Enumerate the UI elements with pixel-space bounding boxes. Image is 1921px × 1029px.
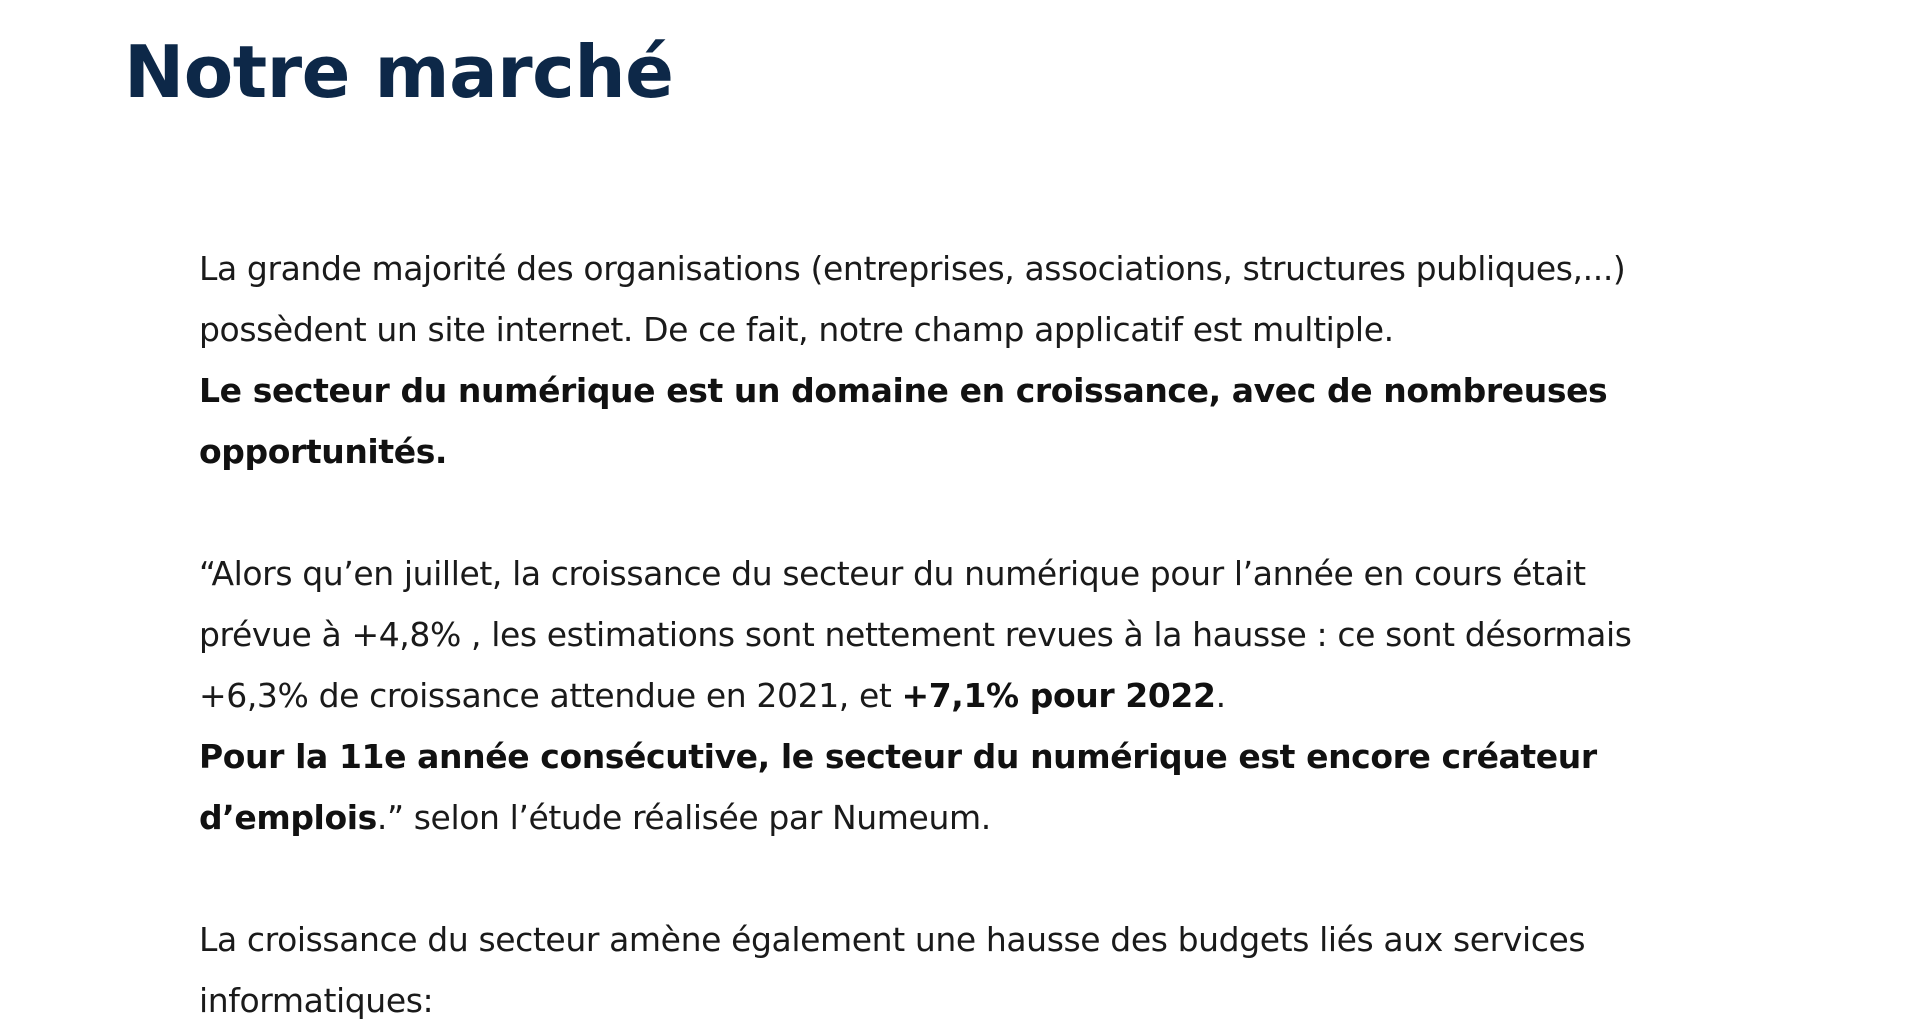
quote-line [199,787,1759,848]
quote-text: .” selon l’étude réalisée par Numeum. [376,798,991,837]
paragraph-spacer [199,482,1759,543]
quote-highlight: d’emplois [199,798,377,837]
paragraph-line: possèdent un site internet. De ce fait, notre champ applicatif est multiple. [199,310,1394,349]
bold-statement-line: opportunités. [199,432,448,471]
quote-text: +6,3% de croissance attendue en 2021, et [199,676,902,715]
body-text [199,238,1759,1029]
quote-line: prévue à +4,8% , les estimations sont nettement revues à la hausse : ce sont désormais [199,615,1632,654]
quote-line [199,665,1759,726]
quote-bold-line: Pour la 11e année consécutive, le secteur du numérique est encore créateur [199,737,1597,776]
paragraph-line: informatiques: [199,981,434,1020]
paragraph-line: La croissance du secteur amène également une hausse des budgets liés aux services [199,920,1586,959]
page-title: Notre marché [124,30,674,114]
quote-line: “Alors qu’en juillet, la croissance du secteur du numérique pour l’année en cours était [199,554,1586,593]
quote-highlight: +7,1% pour 2022 [901,676,1216,715]
paragraph-spacer [199,848,1759,909]
bold-statement-line: Le secteur du numérique est un domaine en croissance, avec de nombreuses [199,371,1608,410]
quote-text: . [1215,676,1226,715]
paragraph-line: La grande majorité des organisations (entreprises, associations, structures publiques,...) [199,249,1626,288]
